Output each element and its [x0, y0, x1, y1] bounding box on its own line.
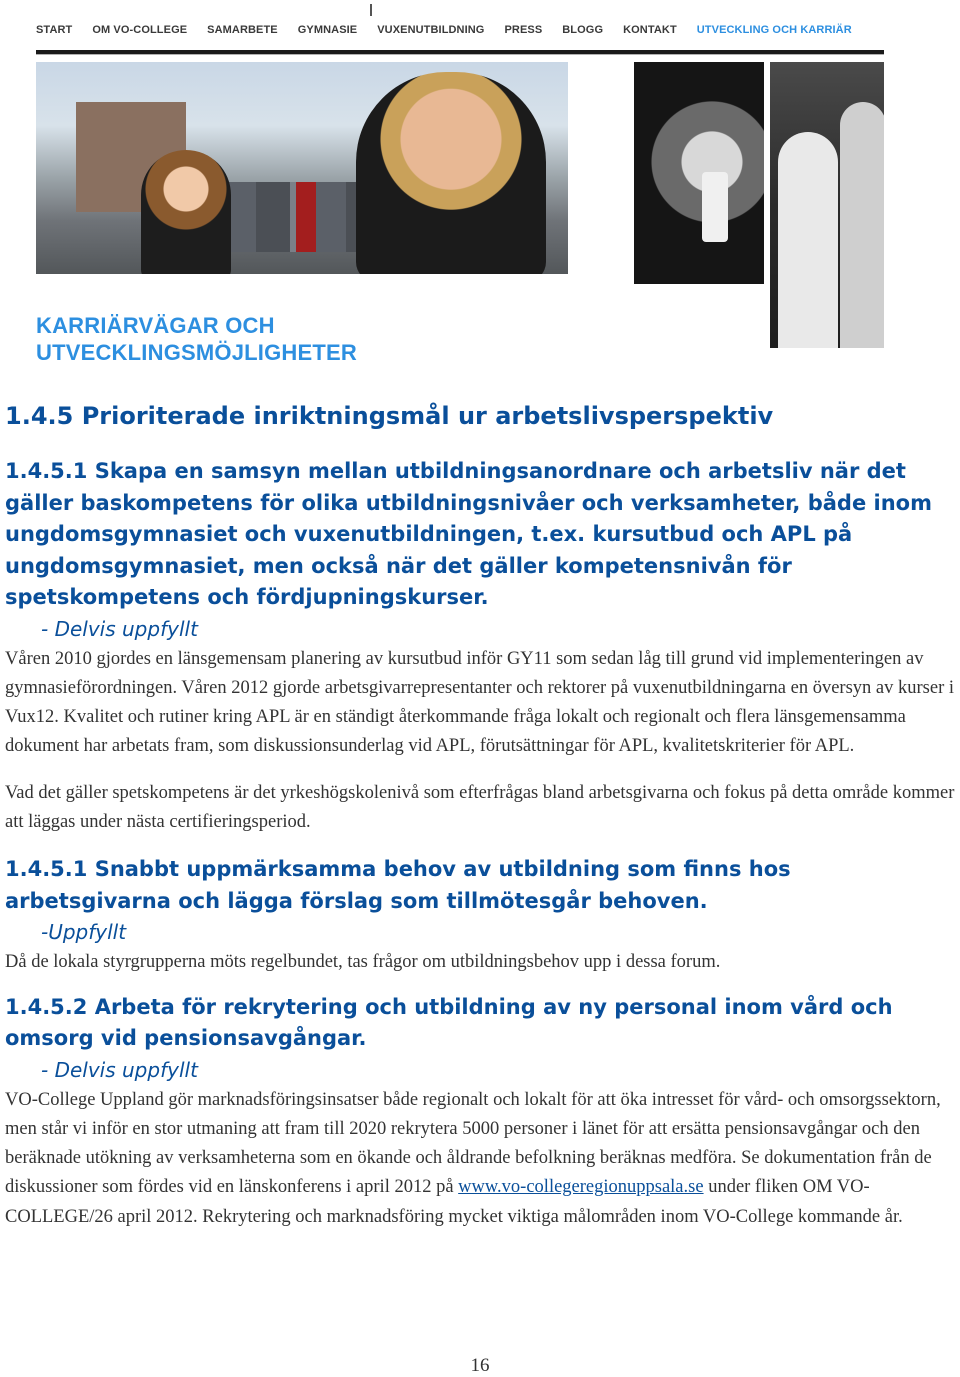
nav-item-vuxenutbildning[interactable]: VUXENUTBILDNING: [377, 24, 485, 36]
goal-3-paragraph: [5, 1086, 957, 1232]
banner-title-line1: KARRIÄRVÄGAR OCH: [36, 313, 275, 338]
nurses-photo: [770, 62, 884, 348]
nav-item-samarbete[interactable]: SAMARBETE: [207, 24, 278, 36]
nav-item-press[interactable]: PRESS: [504, 24, 543, 36]
goal-3-text-after-link: under fliken OM VO-COLLEGE/26 april 2012. Rekrytering och marknadsföring mycket viktiga målområden inom VO-College kommande år.: [5, 1177, 903, 1227]
photo-nurse-left: [778, 132, 838, 348]
nav-item-om-vo-college[interactable]: OM VO-COLLEGE: [92, 24, 188, 36]
nav-item-blogg[interactable]: BLOGG: [562, 24, 604, 36]
page-number: 16: [470, 1355, 490, 1376]
goal-1-paragraph-1: Våren 2010 gjordes en länsgemensam planering av kursutbud inför GY11 som sedan låg till grund vid implementeringen av gymnasieförordningen. Våren 2012 gjorde arbetsgivarrepresentanter och rektorer på vuxenutbildningarna en översyn av kurser i Vux12. Kvalitet och rutiner kring APL är en ständigt återkommande fråga lokalt och regionalt och flera länsgemensamma dokument har arbetats fram, som diskussionsunderlag vid APL, förutsättningar för APL, kvalitetskriterier för APL.: [5, 648, 954, 757]
document-body: [5, 398, 957, 1232]
nav-item-gymnasie[interactable]: GYMNASIE: [297, 24, 358, 36]
section-heading: 1.4.5 Prioriterade inriktningsmål ur arbetslivsperspektiv: [5, 402, 774, 430]
main-nav: [36, 24, 872, 36]
text-cursor-icon: [370, 4, 372, 16]
spacer: [5, 762, 957, 779]
site-banner: [28, 0, 878, 372]
photo-syringe: [702, 172, 728, 242]
photo-student-girl: [141, 150, 231, 274]
nav-item-kontakt[interactable]: KONTAKT: [623, 24, 677, 36]
nav-divider: [36, 50, 884, 54]
goal-3-text-before-link: VO-College Uppland gör marknadsföringsinsatser både regionalt och lokalt för att öka intresset för vård- och omsorgssektorn, men står vi inför en stor utmaning att fram till 2020 rekrytera 5000 personer i länet för att ersätta pensionsavgångar och den beräknade utökning av verksamheterna som en ökande och åldrande befolkning beräknas medföra. Se dokumentation från de diskussioner som fördes vid en länskonferens i april 2012 på: [5, 1089, 941, 1198]
photo-student-boy: [356, 72, 546, 274]
nav-item-utveckling-och-karriar[interactable]: UTVECKLING OCH KARRIÄR: [696, 24, 852, 36]
banner-title-line2: UTVECKLINGSMÖJLIGHETER: [36, 340, 357, 365]
spacer: [5, 978, 957, 992]
goal-2-heading: 1.4.5.1 Snabbt uppmärksamma behov av utbildning som finns hos arbetsgivarna och lägga förslag som tillmötesgår behoven.: [5, 857, 791, 913]
goal-1-status: - Delvis uppfyllt: [41, 616, 198, 641]
nav-item-start[interactable]: START: [36, 24, 73, 36]
vo-college-website-link[interactable]: www.vo-collegeregionuppsala.se: [458, 1177, 704, 1198]
goal-1-heading: 1.4.5.1 Skapa en samsyn mellan utbildningsanordnare och arbetsliv när det gäller baskompetens för olika utbildningsnivåer och verksamheter, både inom ungdomsgymnasiet och vuxenutbildningen, t.ex. kursutbud och APL på ungdomsgymnasiet, men också när det gäller kompetensnivån för spetskompetens och fördjupningskurser.: [5, 459, 932, 609]
photo-nurse-right: [840, 102, 884, 348]
banner-title: [36, 312, 357, 366]
spacer: [5, 837, 957, 854]
goal-1-paragraph-2: Vad det gäller spetskompetens är det yrkeshögskolenivå som efterfrågas bland arbetsgivarna och fokus på detta område kommer att läggas under nästa certifieringsperiod.: [5, 782, 955, 832]
goal-3-status: - Delvis uppfyllt: [41, 1057, 198, 1082]
goal-2-status: -Uppfyllt: [41, 920, 127, 945]
students-photo: [36, 62, 568, 274]
goal-3-heading: 1.4.5.2 Arbeta för rekrytering och utbildning av ny personal inom vård och omsorg vid pensionsavgångar.: [5, 994, 893, 1051]
lab-syringe-photo: [634, 62, 764, 284]
goal-2-paragraph: Då de lokala styrgrupperna möts regelbundet, tas frågor om utbildningsbehov upp i dessa forum.: [5, 952, 721, 973]
